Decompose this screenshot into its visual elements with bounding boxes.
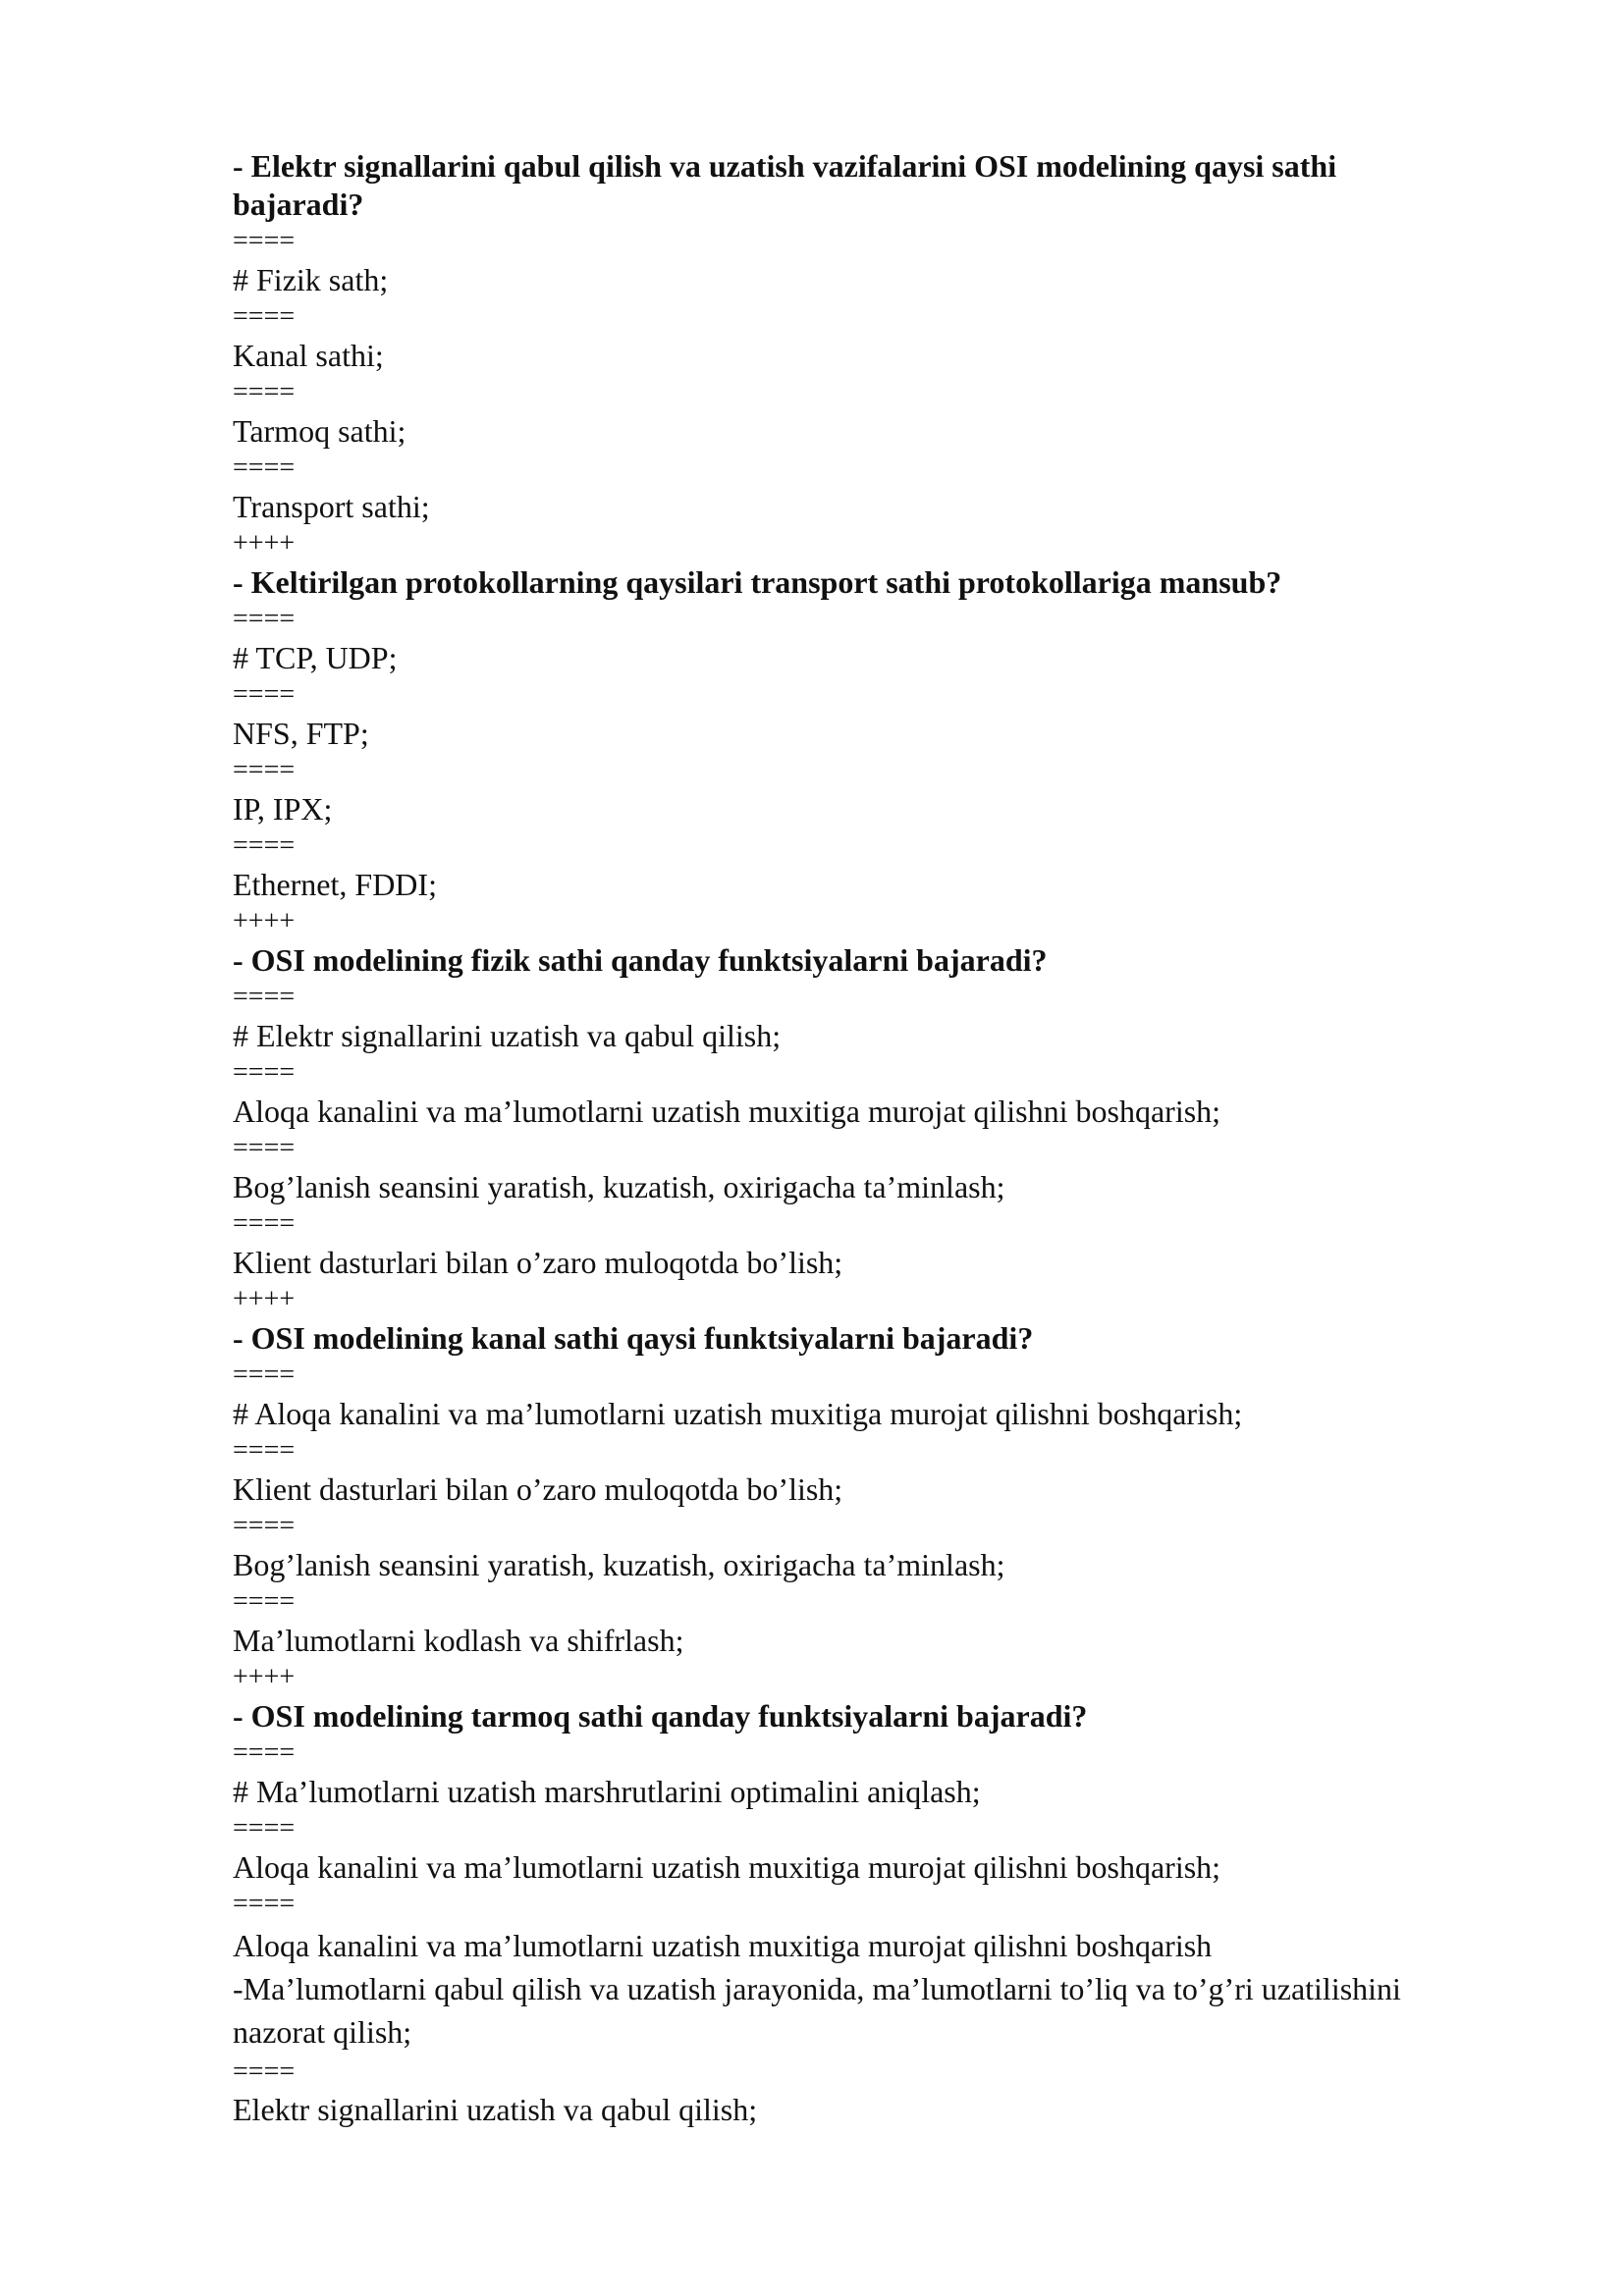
option-separator: ==== (233, 377, 296, 407)
answer-option: Elektr signallarini uzatish va qabul qilish; (233, 2092, 758, 2127)
question-title: - Elektr signallarini qabul qilish va uzatish vazifalarini OSI modelining qaysi sathi bajaradi? (233, 148, 1345, 222)
answer-option: # Fizik sath; (233, 261, 389, 297)
answer-option: # Ma’lumotlarni uzatish marshrutlarini optimalini aniqlash; (233, 1773, 981, 1809)
question-separator: ++++ (233, 906, 296, 936)
question-title: - OSI modelining kanal sathi qaysi funktsiyalarni bajaradi? (233, 1319, 1034, 1356)
option-separator: ==== (233, 1511, 296, 1541)
question-separator: ++++ (233, 1662, 296, 1692)
answer-option: # TCP, UDP; (233, 639, 398, 675)
option-separator: ==== (233, 982, 296, 1012)
option-separator: ==== (233, 679, 296, 710)
answer-option: Klient dasturlari bilan o’zaro muloqotda bo’lish; (233, 1244, 843, 1280)
option-separator: ==== (233, 604, 296, 634)
answer-option: # Elektr signallarini uzatish va qabul qilish; (233, 1017, 782, 1053)
option-separator: ==== (233, 1737, 296, 1768)
answer-option: Klient dasturlari bilan o’zaro muloqotda bo’lish; (233, 1470, 843, 1507)
option-separator: ==== (233, 1889, 296, 1919)
answer-option: Ma’lumotlarni kodlash va shifrlash; (233, 1622, 684, 1658)
answer-option: Bog’lanish seansini yaratish, kuzatish, oxirigacha ta’minlash; (233, 1168, 1005, 1204)
option-separator: ==== (233, 1360, 296, 1390)
question-title: - Keltirilgan protokollarning qaysilari transport sathi protokollariga mansub? (233, 563, 1282, 600)
question-title: - OSI modelining tarmoq sathi qanday funktsiyalarni bajaradi? (233, 1697, 1088, 1734)
answer-option: Tarmoq sathi; (233, 412, 406, 449)
option-separator: ==== (233, 1057, 296, 1088)
answer-option: # Aloqa kanalini va ma’lumotlarni uzatish muxitiga murojat qilishni boshqarish; (233, 1395, 1243, 1431)
answer-option: Bog’lanish seansini yaratish, kuzatish, oxirigacha ta’minlash; (233, 1546, 1005, 1582)
option-separator: ==== (233, 1435, 296, 1466)
answer-option: IP, IPX; (233, 790, 333, 827)
answer-option: Kanal sathi; (233, 337, 384, 373)
option-separator: ==== (233, 301, 296, 332)
answer-option: Aloqa kanalini va ma’lumotlarni uzatish muxitiga murojat qilishni boshqarish -Ma’lumotlarni qabul qilish va uzatish jarayonida, ma’lumotlarni to’liq va to’g’ri uzatilishini nazorat qilish; (233, 1927, 1401, 2050)
answer-option: Aloqa kanalini va ma’lumotlarni uzatish muxitiga murojat qilishni boshqarish; (233, 1848, 1221, 1885)
answer-option: Transport sathi; (233, 488, 430, 524)
document-page (233, 147, 1470, 2129)
answer-option: NFS, FTP; (233, 715, 369, 751)
option-separator: ==== (233, 1586, 296, 1617)
question-separator: ++++ (233, 528, 296, 559)
answer-option: Aloqa kanalini va ma’lumotlarni uzatish muxitiga murojat qilishni boshqarish; (233, 1093, 1221, 1129)
answer-option: Ethernet, FDDI; (233, 866, 437, 902)
option-separator: ==== (233, 2056, 296, 2087)
question-separator: ++++ (233, 1284, 296, 1314)
option-separator: ==== (233, 453, 296, 483)
option-separator: ==== (233, 755, 296, 785)
option-separator: ==== (233, 830, 296, 861)
question-title: - OSI modelining fizik sathi qanday funktsiyalarni bajaradi? (233, 941, 1048, 978)
option-separator: ==== (233, 1813, 296, 1843)
option-separator: ==== (233, 226, 296, 256)
option-separator: ==== (233, 1208, 296, 1239)
option-separator: ==== (233, 1133, 296, 1163)
